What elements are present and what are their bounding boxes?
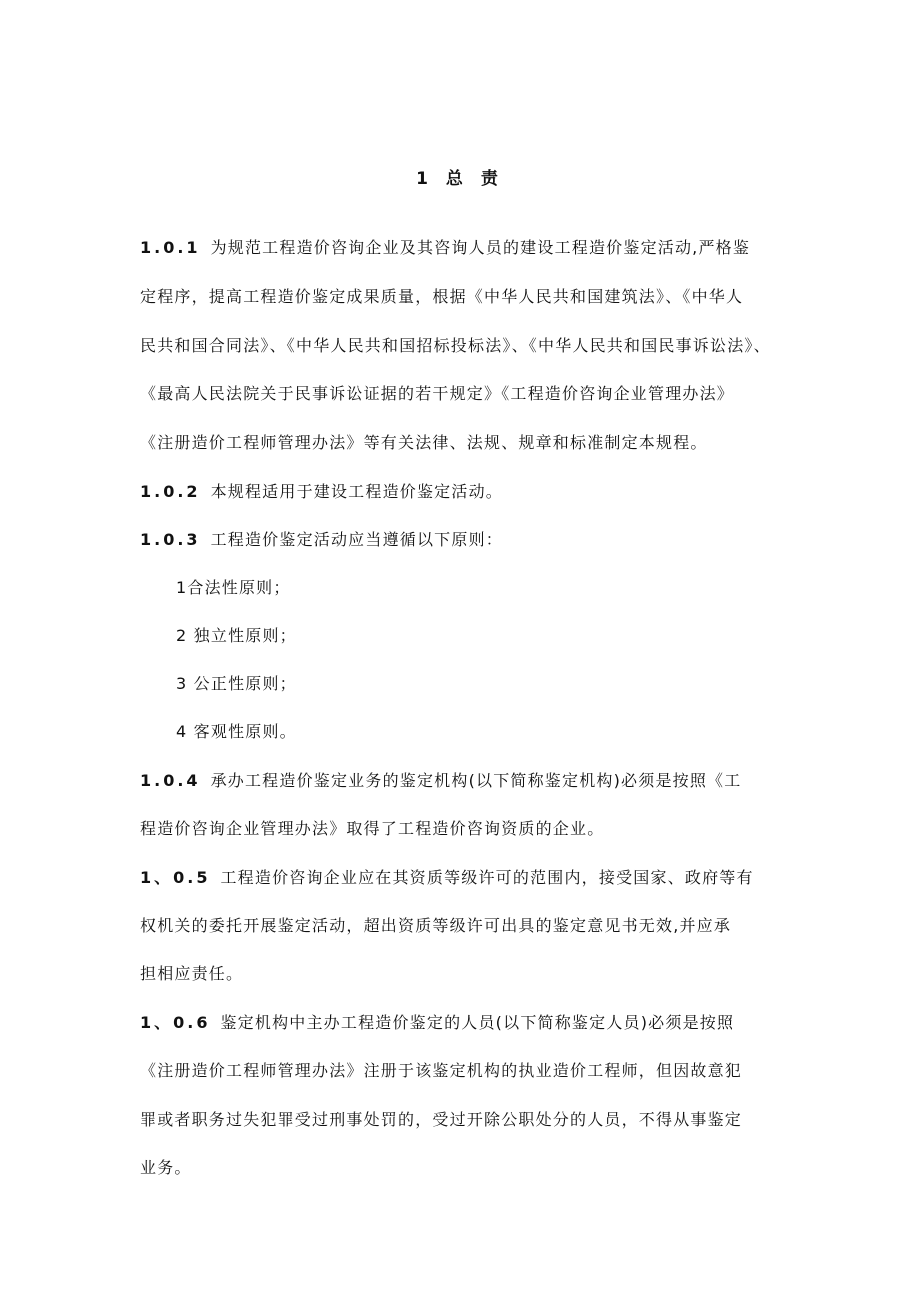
principle-item: 2 独立性原则； (176, 626, 297, 645)
clause-1-0-6-line-2: 《注册造价工程师管理办法》注册于该鉴定机构的执业造价工程师，但因故意犯 (140, 1061, 743, 1080)
clause-1-0-1-line-3: 民共和国合同法》、《中华人民共和国招标投标法》、《中华人民共和国民事诉讼法》、 (140, 336, 771, 355)
clause-number-1-0-3: 1.0.3 (140, 530, 201, 549)
clause-text: 工程造价鉴定活动应当遵循以下原则： (210, 530, 503, 549)
clause-1-0-6-line-1 (140, 1011, 790, 1035)
clause-number-1-0-4: 1.0.4 (140, 771, 201, 790)
clause-1-0-1-line-5: 《注册造价工程师管理办法》等有关法律、法规、规章和标准制定本规程。 (140, 433, 708, 452)
clause-1-0-4-line-1 (140, 769, 790, 793)
clause-1-0-1-line-2: 定程序，提高工程造价鉴定成果质量，根据《中华人民共和国建筑法》、《中华人 (140, 287, 744, 306)
clause-text: 本规程适用于建设工程造价鉴定活动。 (210, 482, 503, 501)
clause-1-0-6-line-3: 罪或者职务过失犯罪受过刑事处罚的，受过开除公职处分的人员，不得从事鉴定 (140, 1110, 743, 1129)
principle-item: 3 公正性原则； (176, 674, 297, 693)
clause-1-0-5-line-2: 权机关的委托开展鉴定活动，超出资质等级许可出具的鉴定意见书无效,并应承 (140, 916, 732, 935)
clause-number-1-0-1: 1.0.1 (140, 238, 201, 257)
clause-text: 工程造价咨询企业应在其资质等级许可的范围内，接受国家、政府等有 (220, 868, 754, 887)
clause-number-1-0-6: 1、0.6 (140, 1013, 211, 1032)
clause-1-0-1-line-4: 《最高人民法院关于民事诉讼证据的若干规定》《工程造价咨询企业管理办法》 (140, 384, 735, 403)
clause-1-0-5-line-3: 担相应责任。 (140, 964, 244, 983)
clause-text: 为规范工程造价咨询企业及其咨询人员的建设工程造价鉴定活动,严格鉴 (210, 238, 751, 257)
clause-1-0-6-line-4: 业务。 (140, 1158, 192, 1177)
page-title: 1 总 责 (416, 169, 504, 189)
clause-number-1-0-5: 1、0.5 (140, 868, 211, 887)
clause-1-0-5-line-1 (140, 866, 790, 890)
clause-1-0-2-line-1 (140, 480, 790, 504)
clause-1-0-1-line-1 (140, 236, 790, 260)
clause-text: 鉴定机构中主办工程造价鉴定的人员(以下简称鉴定人员)必须是按照 (220, 1013, 735, 1032)
clause-1-0-3-line-1 (140, 528, 790, 552)
principle-item: 1合法性原则； (176, 578, 291, 597)
clause-1-0-4-line-2: 程造价咨询企业管理办法》取得了工程造价咨询资质的企业。 (140, 819, 605, 838)
principle-item: 4 客观性原则。 (176, 722, 297, 741)
clause-number-1-0-2: 1.0.2 (140, 482, 201, 501)
clause-text: 承办工程造价鉴定业务的鉴定机构(以下简称鉴定机构)必须是按照《工 (210, 771, 742, 790)
